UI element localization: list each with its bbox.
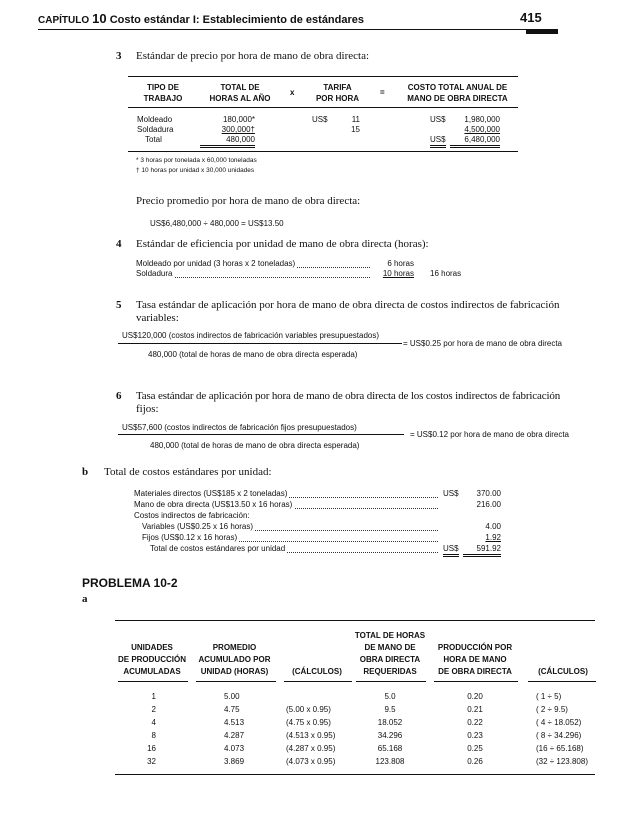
item6-denominator: 480,000 (total de horas de mano de obra directa esperada)	[150, 441, 360, 450]
item3-times-sign: x	[290, 88, 295, 97]
problem-header-rule-4	[356, 681, 426, 682]
item6-result: = US$0.12 por hora de mano de obra directa	[410, 430, 569, 439]
item3-table-bottom-rule	[128, 151, 518, 152]
item4-line2-label: Soldadura	[136, 269, 173, 278]
problem-header-rule-3	[284, 681, 352, 682]
item5-title-line1: Tasa estándar de aplicación por hora de mano de obra directa de costos indirectos de fabricación	[136, 299, 560, 311]
itemb-letter: b	[82, 466, 89, 478]
page-number: 415	[520, 10, 542, 25]
item5-numerator: US$120,000 (costos indirectos de fabricación variables presupuestados)	[122, 331, 380, 340]
problem-title: PROBLEMA 10-2	[82, 576, 178, 590]
item5-result: = US$0.25 por hora de mano de obra directa	[403, 339, 562, 348]
item3-number: 3	[116, 50, 122, 62]
item5-title-line2: variables:	[136, 312, 179, 324]
item5-number: 5	[116, 299, 122, 311]
problem-col4-header: TOTAL DE HORAS DE MANO DE OBRA DIRECTA REQUERIDAS	[354, 631, 426, 676]
item6-numerator: US$57,600 (costos indirectos de fabricación fijos presupuestados)	[122, 423, 357, 432]
header-tab	[526, 29, 558, 34]
chapter-number: 10	[92, 11, 107, 26]
item3-footnote-2: † 10 horas por unidad x 30,000 unidades	[136, 167, 255, 174]
problem-col6-header: (CÁLCULOS)	[538, 667, 588, 676]
problem-col5-header: PRODUCCIÓN POR HORA DE MANO DE OBRA DIRECTA	[437, 643, 513, 676]
problem-col2-header: PROMEDIO ACUMULADO POR UNIDAD (HORAS)	[198, 643, 271, 676]
item4-title: Estándar de eficiencia por unidad de mano de obra directa (horas):	[136, 238, 429, 250]
item3-title: Estándar de precio por hora de mano de obra directa:	[136, 50, 370, 62]
item4-line1-value: 6 horas	[370, 259, 414, 268]
problem-header-rule-5	[434, 681, 518, 682]
problem-table-bottom-rule	[115, 774, 595, 775]
item3-table-header-rule	[128, 107, 518, 108]
itemb-title: Total de costos estándares por unidad:	[104, 466, 272, 478]
problem-header-rule-1	[118, 681, 188, 682]
problem-header-rule-2	[196, 681, 276, 682]
problem-table-top-rule	[115, 620, 595, 621]
item4-line1-label: Moldeado por unidad (3 horas x 2 toneladas)	[136, 259, 296, 268]
item3-col2-header: TOTAL DE HORAS AL AÑO	[209, 83, 271, 103]
item3-equals-sign: =	[380, 88, 385, 97]
item3-col1-header: TIPO DE TRABAJO	[143, 83, 183, 103]
item3-col4-header: COSTO TOTAL ANUAL DE MANO DE OBRA DIRECTA	[407, 83, 508, 103]
item3-average-calc: US$6,480,000 ÷ 480,000 = US$13.50	[150, 219, 284, 228]
item3-footnote-1: * 3 horas por tonelada x 60,000 toneladas	[136, 157, 257, 164]
chapter-title: Costo estándar I: Establecimiento de estándares	[109, 14, 365, 26]
problem-header-rule-6	[528, 681, 596, 682]
running-header	[38, 11, 364, 26]
item5-fraction-bar	[118, 343, 402, 344]
chapter-word: CAPÍTULO	[38, 15, 90, 26]
item3-average-label: Precio promedio por hora de mano de obra directa:	[136, 195, 361, 207]
item4-total: 16 horas	[430, 269, 462, 278]
problem-col3-header: (CÁLCULOS)	[292, 667, 342, 676]
item5-denominator: 480,000 (total de horas de mano de obra directa esperada)	[148, 350, 358, 359]
item3-table-top-rule	[128, 76, 518, 77]
item4-number: 4	[116, 238, 122, 250]
item6-number: 6	[116, 390, 122, 402]
problem-col1-header: UNIDADES DE PRODUCCIÓN ACUMULADAS	[117, 643, 186, 676]
item6-title-line1: Tasa estándar de aplicación por hora de mano de obra directa de los costos indirectos de fabricación	[136, 390, 561, 402]
item3-col3-header: TARIFA POR HORA	[315, 83, 360, 103]
item6-title-line2: fijos:	[136, 403, 159, 415]
item4-line2-value: 10 horas	[370, 269, 414, 278]
header-rule	[38, 29, 558, 30]
item6-fraction-bar	[118, 434, 404, 435]
problem-part-letter: a	[82, 593, 88, 605]
